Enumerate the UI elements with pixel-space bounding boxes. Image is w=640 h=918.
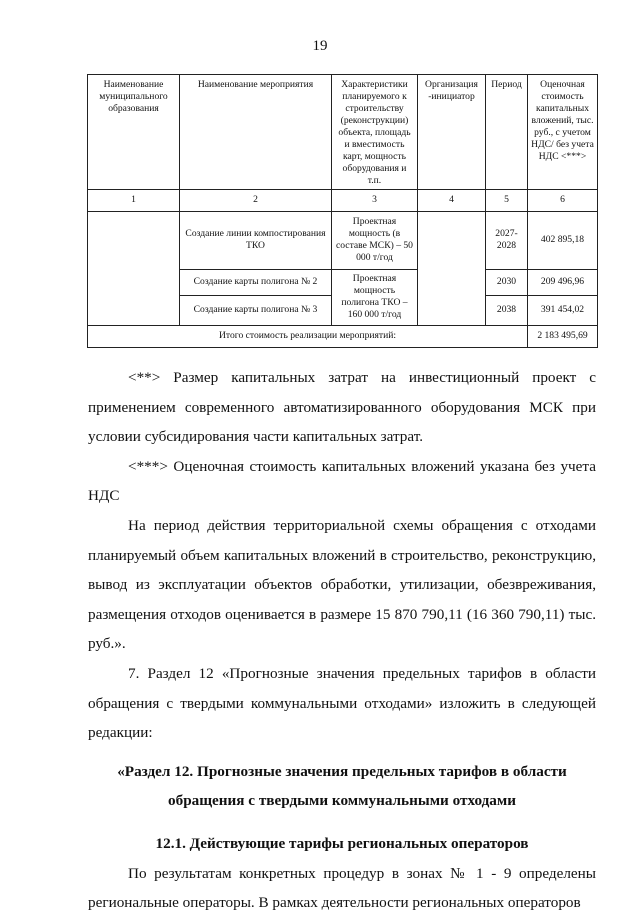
table-column-numbers-row	[88, 189, 598, 211]
cost-cell: 391 454,02	[528, 295, 598, 325]
measure-cell: Создание карты полигона № 3	[180, 295, 332, 325]
footnote-capital-costs: <**> Размер капитальных затрат на инвестиционный проект с применением современного автоматизированного оборудования МСК при условии субсидирования части капитальных затрат.	[88, 369, 596, 446]
period-cell: 2027-2028	[486, 211, 528, 269]
header-cost: Оценочная стоимость капитальных вложений, тыс. руб., с учетом НДС/ без учета НДС <***>	[528, 75, 598, 190]
municipality-cell	[88, 211, 180, 325]
footnote-vat: <***> Оценочная стоимость капитальных вложений указана без учета НДС	[88, 457, 596, 505]
table-row	[88, 211, 598, 269]
measure-cell: Создание линии компостирования ТКО	[180, 211, 332, 269]
page-number: 19	[312, 38, 328, 54]
characteristics-cell: Проектная мощность (в составе МСК) – 50 000 т/год	[332, 211, 418, 269]
body-text	[88, 363, 596, 918]
cost-cell: 209 496,96	[528, 269, 598, 295]
column-number: 3	[332, 189, 418, 211]
column-number: 2	[180, 189, 332, 211]
characteristics-cell: Проектная мощность полигона ТКО – 160 000 т/год	[332, 269, 418, 325]
column-number: 5	[486, 189, 528, 211]
table-header-row	[88, 75, 598, 190]
header-period: Период	[486, 75, 528, 190]
period-cell: 2030	[486, 269, 528, 295]
paragraph-section-amendment: 7. Раздел 12 «Прогнозные значения предельных тарифов в области обращения с твердыми коммунальными отходами» изложить в следующей редакции:	[88, 664, 596, 742]
cost-cell: 402 895,18	[528, 211, 598, 269]
subsection-heading: 12.1. Действующие тарифы региональных операторов	[155, 834, 529, 852]
column-number: 6	[528, 189, 598, 211]
total-value: 2 183 495,69	[528, 325, 598, 347]
header-municipality: Наименование муниципального образования	[88, 75, 180, 190]
measure-cell: Создание карты полигона № 2	[180, 269, 332, 295]
initiator-cell	[418, 211, 486, 325]
header-initiator: Организация -инициатор	[418, 75, 486, 190]
column-number: 1	[88, 189, 180, 211]
period-cell: 2038	[486, 295, 528, 325]
header-measure: Наименование мероприятия	[180, 75, 332, 190]
section-heading: «Раздел 12. Прогнозные значения предельных тарифов в области обращения с твердыми коммунальными отходами	[117, 762, 567, 810]
header-characteristics: Характеристики планируемого к строительству (реконструкции) объекта, площадь и вместимость карт, мощность оборудования и т.п.	[332, 75, 418, 190]
table-total-row	[88, 325, 598, 347]
total-label: Итого стоимость реализации мероприятий:	[88, 325, 528, 347]
paragraph-regional-operators: По результатам конкретных процедур в зонах № 1 - 9 определены региональные операторы. В рамках деятельности региональных операторов	[88, 864, 596, 912]
column-number: 4	[418, 189, 486, 211]
investment-table	[87, 74, 598, 348]
paragraph-investment-volume: На период действия территориальной схемы обращения с отходами планируемый объем капитальных вложений в строительство, реконструкцию, вывод из эксплуатации объектов обработки, утилизации, обезвреживания, размещения отходов оценивается в размере 15 870 790,11 (16 360 790,11) тыс. руб.».	[88, 516, 596, 653]
